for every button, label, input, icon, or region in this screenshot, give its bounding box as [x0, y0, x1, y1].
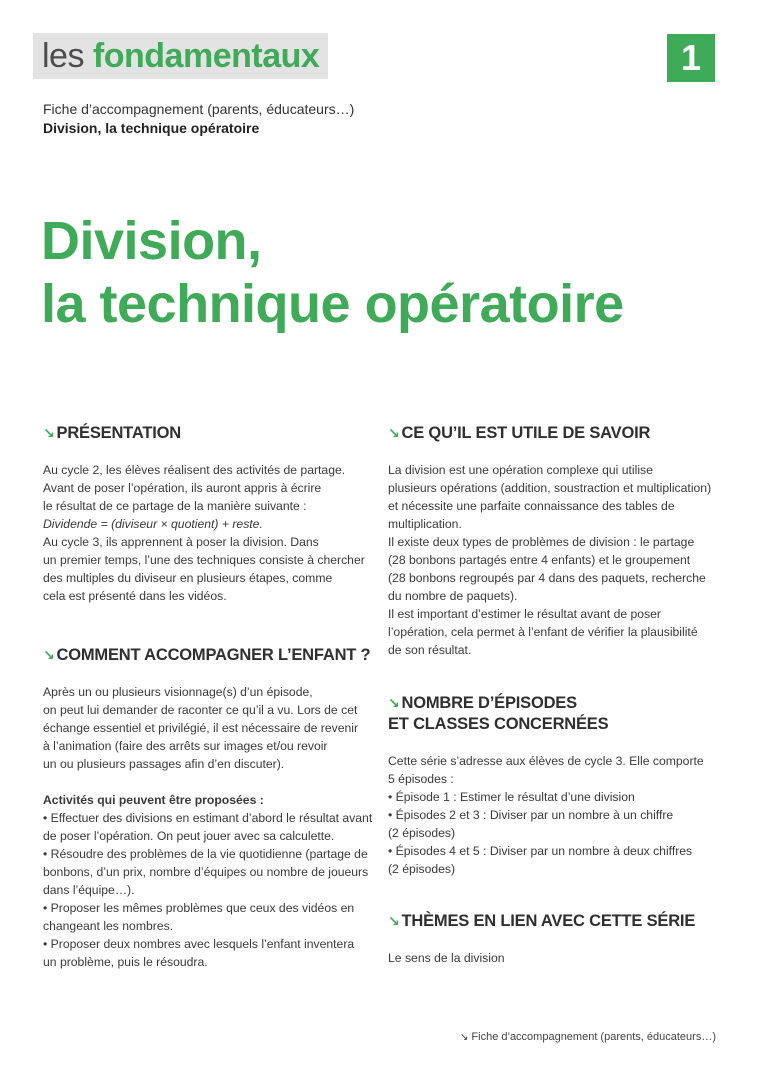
bullet-line: changeant les nombres. — [43, 919, 174, 933]
footer-text: Fiche d’accompagnement (parents, éducateurs…) — [471, 1031, 716, 1043]
activities-label: Activités qui peuvent être proposées : — [43, 793, 264, 807]
page-title-line-2: la technique opératoire — [41, 274, 624, 334]
text-line: des multiples du diviseur en plusieurs étapes, comme — [43, 571, 333, 585]
text-line: plusieurs opérations (addition, soustraction et multiplication) — [388, 481, 712, 495]
brand-logo — [33, 33, 328, 79]
bullet-line: • Effectuer des divisions en estimant d’abord le résultat avant — [43, 811, 373, 825]
section-body — [388, 752, 728, 878]
heading-line-1 — [388, 693, 728, 714]
section-body — [388, 949, 728, 967]
subtitle-bold: Division, la technique opératoire — [43, 120, 260, 136]
text-line: Il existe deux types de problèmes de division : le partage — [388, 535, 695, 549]
text-line: (2 épisodes) — [388, 826, 456, 840]
section-heading — [43, 423, 373, 444]
text-line: le résultat de ce partage de la manière suivante : — [43, 499, 307, 513]
bullet-line: de poser l’opération. On peut jouer avec sa calculette. — [43, 829, 335, 843]
text-line: échange essentiel et privilégié, il est nécessaire de revenir — [43, 721, 359, 735]
section-heading — [388, 423, 728, 444]
text-line: l’opération, cela permet à l’enfant de vérifier la plausibilité — [388, 625, 698, 639]
bullet-line: • Résoudre des problèmes de la vie quotidienne (partage de — [43, 847, 368, 861]
section-comment-accompagner — [43, 645, 373, 971]
text-line: multiplication. — [388, 517, 462, 531]
section-body — [388, 461, 728, 659]
arrow-icon: ↘ — [459, 1032, 469, 1043]
heading-text: PRÉSENTATION — [56, 424, 181, 442]
heading-line-2: ET CLASSES CONCERNÉES — [388, 715, 609, 733]
brand-part-2: fondamentaux — [92, 37, 320, 75]
bullet-line: • Épisode 1 : Estimer le résultat d’une division — [388, 790, 635, 804]
arrow-icon: ↘ — [43, 425, 55, 441]
arrow-icon: ↘ — [388, 425, 400, 441]
text-line: Au cycle 2, les élèves réalisent des activités de partage. — [43, 463, 346, 477]
bullet-line: un problème, puis le résoudra. — [43, 955, 208, 969]
page-title — [41, 210, 624, 336]
bullet-line: bonbons, d’un prix, nombre d’équipes ou nombre de joueurs — [43, 865, 369, 879]
bullet-line: • Proposer les mêmes problèmes que ceux des vidéos en — [43, 901, 355, 915]
text-line: (2 épisodes) — [388, 862, 456, 876]
text-line: à l’animation (faire des arrêts sur images et/ou revoir — [43, 739, 328, 753]
text-line: (28 bonbons regroupés par 4 dans des paquets, recherche — [388, 571, 706, 585]
bullet-line: dans l’équipe…). — [43, 883, 135, 897]
sheet-number-badge: 1 — [667, 34, 715, 82]
heading-text: NOMBRE D’ÉPISODES — [401, 694, 577, 712]
section-body — [43, 683, 373, 971]
heading-text: THÈMES EN LIEN AVEC CETTE SÉRIE — [401, 912, 696, 930]
text-line: (28 bonbons partagés entre 4 enfants) et le groupement — [388, 553, 691, 567]
footer — [460, 1031, 716, 1043]
text-line: Avant de poser l’opération, ils auront appris à écrire — [43, 481, 322, 495]
subtitle: Fiche d’accompagnement (parents, éducateurs…) — [43, 101, 355, 117]
text-line: 5 épisodes : — [388, 772, 454, 786]
formula-line: Dividende = (diviseur × quotient) + reste. — [43, 517, 263, 531]
text-line: de son résultat. — [388, 643, 472, 657]
section-heading — [388, 911, 728, 932]
brand-part-1: les — [42, 37, 84, 75]
section-body — [43, 461, 373, 605]
arrow-icon: ↘ — [43, 647, 55, 663]
text-line: on peut lui demander de raconter ce qu’il a vu. Lors de cet — [43, 703, 358, 717]
heading-text: COMMENT ACCOMPAGNER L’ENFANT ? — [56, 646, 371, 664]
bullet-line: • Proposer deux nombres avec lesquels l’enfant inventera — [43, 937, 355, 951]
arrow-icon: ↘ — [388, 695, 400, 711]
text-line: Au cycle 3, ils apprennent à poser la division. Dans — [43, 535, 319, 549]
bullet-line: • Épisodes 2 et 3 : Diviser par un nombre à un chiffre — [388, 808, 674, 822]
heading-text: CE QU’IL EST UTILE DE SAVOIR — [401, 424, 651, 442]
text-line: Après un ou plusieurs visionnage(s) d’un épisode, — [43, 685, 313, 699]
text-line: cela est présenté dans les vidéos. — [43, 589, 227, 603]
section-heading — [43, 645, 373, 666]
bullet-line: • Épisodes 4 et 5 : Diviser par un nombre à deux chiffres — [388, 844, 693, 858]
arrow-icon: ↘ — [388, 913, 400, 929]
text-line: et nécessite une parfaite connaissance des tables de — [388, 499, 675, 513]
text-line: du nombre de paquets). — [388, 589, 518, 603]
text-line: Le sens de la division — [388, 951, 505, 965]
text-line: un ou plusieurs passages afin d’en discuter). — [43, 757, 285, 771]
text-line: un premier temps, l’une des techniques consiste à chercher — [43, 553, 365, 567]
page-title-line-1: Division, — [41, 211, 262, 271]
section-themes — [388, 911, 728, 967]
text-line: Il est important d’estimer le résultat avant de poser — [388, 607, 661, 621]
section-utile-de-savoir — [388, 423, 728, 659]
section-presentation — [43, 423, 373, 605]
section-episodes — [388, 693, 728, 878]
text-line: La division est une opération complexe qui utilise — [388, 463, 653, 477]
section-heading — [388, 693, 728, 735]
text-line: Cette série s’adresse aux élèves de cycle 3. Elle comporte — [388, 754, 704, 768]
